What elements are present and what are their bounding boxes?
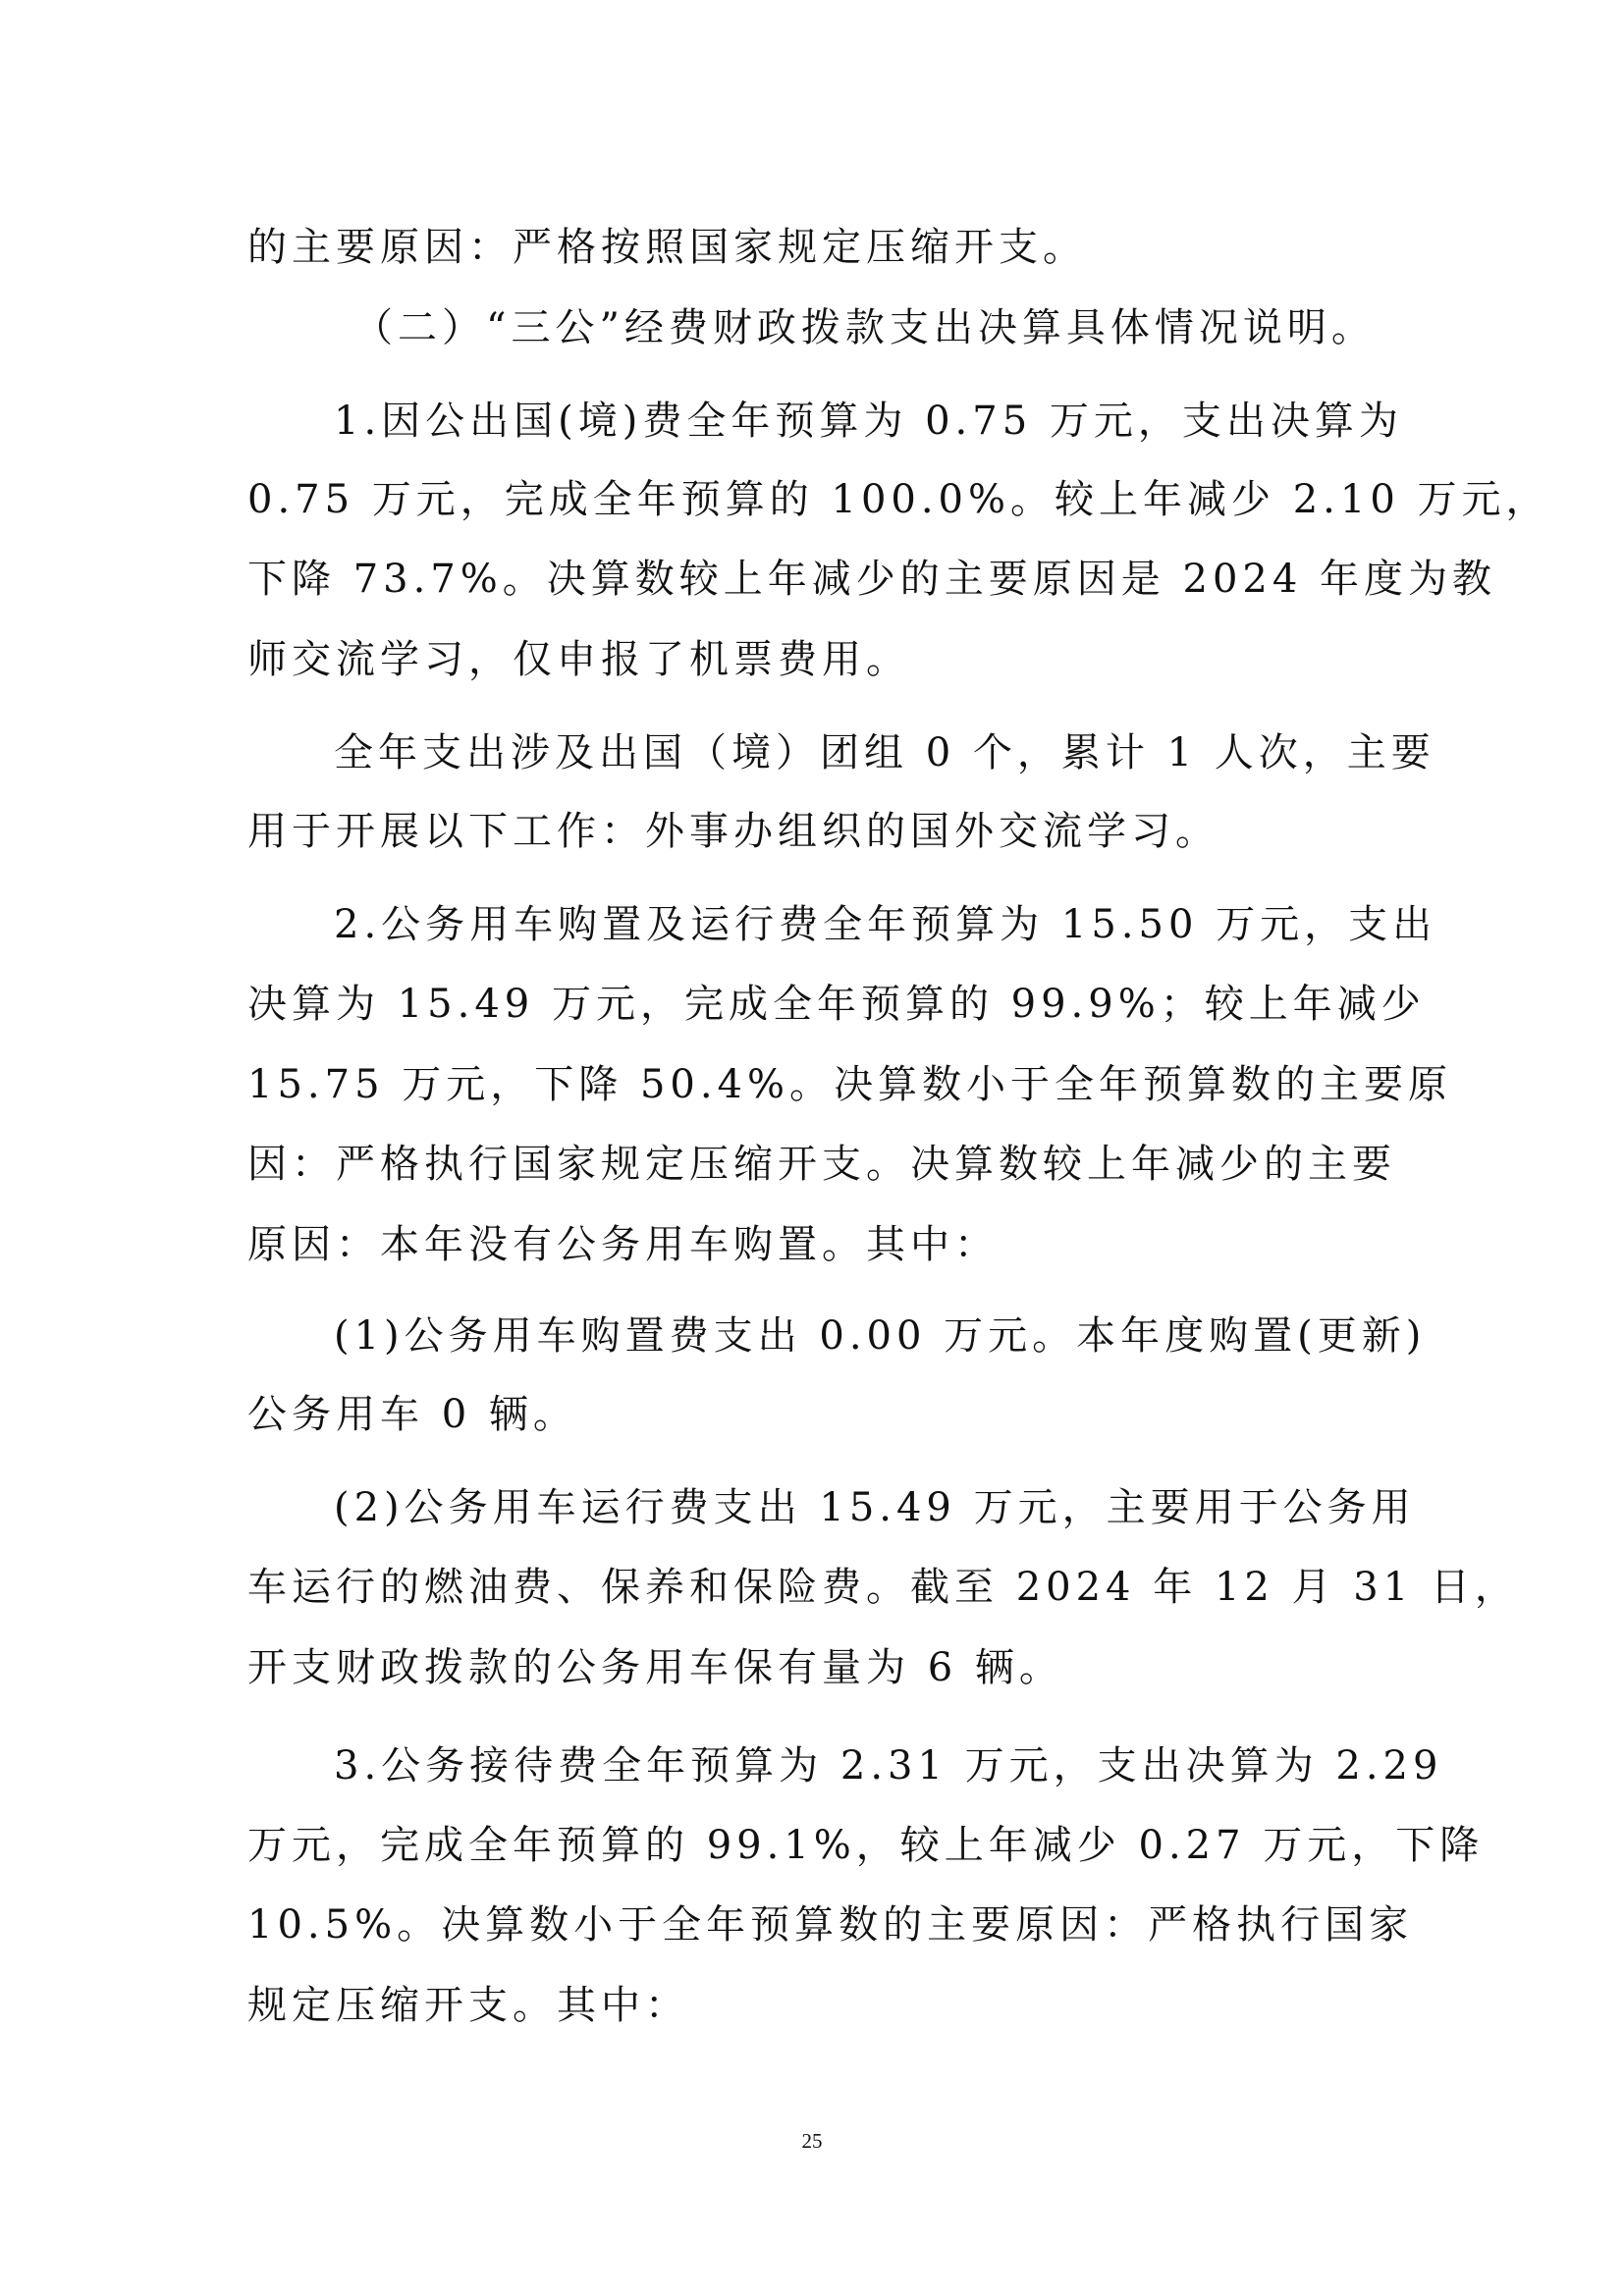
text-line: (2)公务用车运行费支出 15.49 万元，主要用于公务用 bbox=[334, 1485, 1416, 1530]
text-line: 0.75 万元，完成全年预算的 100.0%。较上年减少 2.10 万元， bbox=[247, 477, 1550, 522]
text-line: (1)公务用车购置费支出 0.00 万元。本年度购置(更新) bbox=[334, 1313, 1427, 1359]
text-line: 2.公务用车购置及运行费全年预算为 15.50 万元，支出 bbox=[334, 902, 1437, 947]
text-line: 15.75 万元，下降 50.4%。决算数小于全年预算数的主要原 bbox=[247, 1062, 1453, 1107]
text-line: 的主要原因：严格按照国家规定压缩开支。 bbox=[247, 225, 1087, 270]
text-line: 下降 73.7%。决算数较上年减少的主要原因是 2024 年度为教 bbox=[247, 557, 1497, 602]
page-number: 25 bbox=[801, 2129, 823, 2153]
text-line: 车运行的燃油费、保养和保险费。截至 2024 年 12 月 31 日， bbox=[247, 1565, 1519, 1610]
text-line: 师交流学习，仅申报了机票费用。 bbox=[247, 637, 910, 682]
text-line: 因：严格执行国家规定压缩开支。决算数较上年减少的主要 bbox=[247, 1142, 1396, 1187]
text-line: 决算为 15.49 万元，完成全年预算的 99.9%；较上年减少 bbox=[247, 982, 1426, 1027]
text-line: 10.5%。决算数小于全年预算数的主要原因：严格执行国家 bbox=[247, 1902, 1414, 1948]
text-line: 3.公务接待费全年预算为 2.31 万元，支出决算为 2.29 bbox=[334, 1743, 1443, 1789]
section-heading: （二）“三公”经费财政拨款支出决算具体情况说明。 bbox=[353, 305, 1376, 350]
text-line: 全年支出涉及出国（境）团组 0 个，累计 1 人次，主要 bbox=[334, 730, 1435, 775]
text-line: 用于开展以下工作：外事办组织的国外交流学习。 bbox=[247, 809, 1219, 854]
text-line: 1.因公出国(境)费全年预算为 0.75 万元，支出决算为 bbox=[334, 399, 1403, 444]
text-line: 开支财政拨款的公务用车保有量为 6 辆。 bbox=[247, 1645, 1063, 1690]
text-line: 规定压缩开支。其中： bbox=[247, 1983, 689, 2028]
text-line: 原因：本年没有公务用车购置。其中： bbox=[247, 1222, 999, 1267]
text-line: 万元，完成全年预算的 99.1%，较上年减少 0.27 万元，下降 bbox=[247, 1823, 1485, 1868]
text-line: 公务用车 0 辆。 bbox=[247, 1392, 577, 1437]
